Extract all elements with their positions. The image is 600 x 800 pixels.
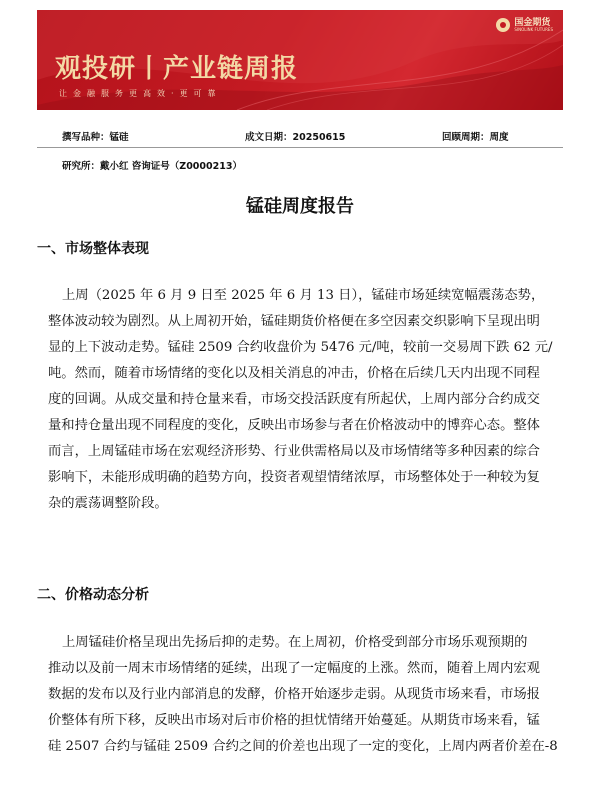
section-heading: 二、价格动态分析 <box>37 587 149 603</box>
paragraph-line: 价整体有所下移，反映出市场对后市价格的担忧情绪开始蔓延。从期货市场来看，锰 <box>48 713 540 728</box>
paragraph-line: 推动以及前一周末市场情绪的延续，出现了一定幅度的上涨。然而，随着上周内宏观 <box>48 661 540 676</box>
logo-text: 国金期货 <box>514 17 551 28</box>
meta-divider <box>37 147 563 148</box>
paragraph-line: 而言，上周锰硅市场在宏观经济形势、行业供需格局以及市场情绪等多种因素的综合 <box>48 444 540 459</box>
paragraph-line: 度的回调。从成交量和持仓量来看，市场交投活跃度有所起伏，上周内部分合约成交 <box>48 392 540 407</box>
paragraph-line: 上周锰硅价格呈现出先扬后抑的走势。在上周初，价格受到部分市场乐观预期的 <box>62 635 528 650</box>
paragraph-line: 硅 2507 合约与锰硅 2509 合约之间的价差也出现了一定的变化，上周内两者价差在-8 <box>48 739 558 754</box>
meta-period: 回顾周期：周度 <box>442 132 509 143</box>
paragraph-line: 影响下，未能形成明确的趋势方向，投资者观望情绪浓厚，市场整体处于一种较为复 <box>48 470 540 485</box>
paragraph-line: 吨。然而，随着市场情绪的变化以及相关消息的冲击，价格在后续几天内出现不同程 <box>48 366 540 381</box>
report-banner <box>37 10 563 110</box>
section-paragraph <box>48 630 562 760</box>
section-paragraph <box>48 283 562 517</box>
logo-subtext: SINOLINK FUTURES <box>514 26 553 32</box>
paragraph-line: 杂的震荡调整阶段。 <box>48 496 168 511</box>
section-heading: 一、市场整体表现 <box>37 241 149 257</box>
paragraph-line: 上周（2025 年 6 月 9 日至 2025 年 6 月 13 日），锰硅市场延续宽幅震荡态势， <box>62 288 545 303</box>
meta-researcher: 研究所：戴小红 咨询证号（Z0000213） <box>62 161 242 172</box>
paragraph-line: 量和持仓量出现不同程度的变化，反映出市场参与者在价格波动中的博弈心态。整体 <box>48 418 540 433</box>
banner-title: 观投研丨产业链周报 <box>55 54 299 84</box>
logo-mark-icon <box>496 18 510 32</box>
meta-variety: 撰写品种：锰硅 <box>62 132 129 143</box>
paragraph-line: 显的上下波动走势。锰硅 2509 合约收盘价为 5476 元/吨，较前一交易周下跌 62 元/ <box>48 340 553 355</box>
meta-date: 成文日期：20250615 <box>245 132 346 143</box>
document-title: 锰硅周度报告 <box>246 196 354 217</box>
company-logo <box>496 18 553 32</box>
banner-slogan: 让金融服务更高效·更可靠 <box>59 89 222 98</box>
paragraph-line: 数据的发布以及行业内部消息的发酵，价格开始逐步走弱。从现货市场来看，市场报 <box>48 687 540 702</box>
paragraph-line: 整体波动较为剧烈。从上周初开始，锰硅期货价格便在多空因素交织影响下呈现出明 <box>48 314 540 329</box>
